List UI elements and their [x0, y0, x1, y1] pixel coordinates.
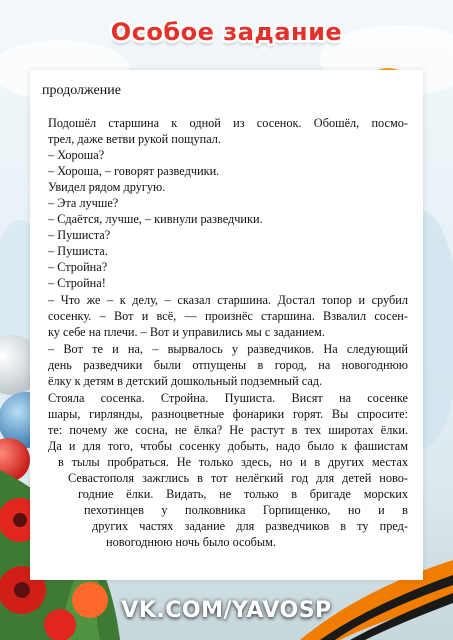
text-line: – Сдаётся, лучше, – кивнули разведчики. [48, 212, 263, 226]
page-title: Особое задание [110, 18, 343, 46]
text-line: – Эта лучше? [48, 196, 119, 210]
text-line: в тылы пробраться. Не только здесь, но и в других местах [58, 455, 408, 469]
text-line: те: почему же сосна, не ёлка? Не растут в тех широтах ёлки. [48, 423, 408, 437]
text-line: – Вот те и на, – вырвалось у разведчиков. На следующий [48, 342, 408, 356]
text-line: Подошёл старшина к одной из сосенок. Обошёл, посмо- [48, 116, 408, 130]
text-line: Стояла сосенка. Стройна. Пушиста. Висят на сосенке [48, 391, 408, 405]
text-line: ёлку к детям в детский дошкольный подземный сад. [48, 374, 323, 388]
footer-link[interactable]: VK.COM/YAVOSP [121, 598, 332, 623]
text-line: Увидел рядом другую. [48, 180, 166, 194]
text-line: – Стройна! [48, 276, 106, 290]
text-line: годние ёлки. Видать, не только в бригаде морских [78, 487, 408, 501]
text-line: других частях задание для разведчиков в ту пред- [92, 519, 408, 533]
text-line: Севастополя зажглись в тот нелёгкий год для детей ново- [68, 471, 408, 485]
text-line: ку себе на плечи. – Вот и управились мы с заданием. [48, 325, 325, 339]
text-line: трел, даже ветви рукой пощупал. [48, 132, 222, 146]
text-line: шары, гирлянды, разноцветные фонарики горят. Вы спросите: [48, 407, 408, 421]
text-line: новогоднюю ночь было особым. [106, 535, 277, 549]
text-line: сосенку. – Вот и всё, — произнёс старшина. Взвалил сосен- [48, 309, 408, 323]
article-subtitle: продолжение [42, 83, 121, 98]
text-line: – Пушиста? [48, 228, 111, 242]
text-line: – Хороша, – говорят разведчики. [48, 164, 220, 178]
text-line: – Хороша? [48, 148, 105, 162]
text-line: пехотинцев у полковника Горпищенко, но и в [84, 503, 408, 517]
text-line: – Что же – к делу, – сказал старшина. Достал топор и срубил [48, 293, 408, 307]
text-line: – Стройна? [48, 260, 108, 274]
text-line: – Пушиста. [48, 244, 108, 258]
text-line: день разведчики были отпущены в город, на новогоднюю [48, 358, 408, 372]
text-line: Да и для того, чтобы сосенку добыть, надо было к фашистам [48, 439, 408, 453]
